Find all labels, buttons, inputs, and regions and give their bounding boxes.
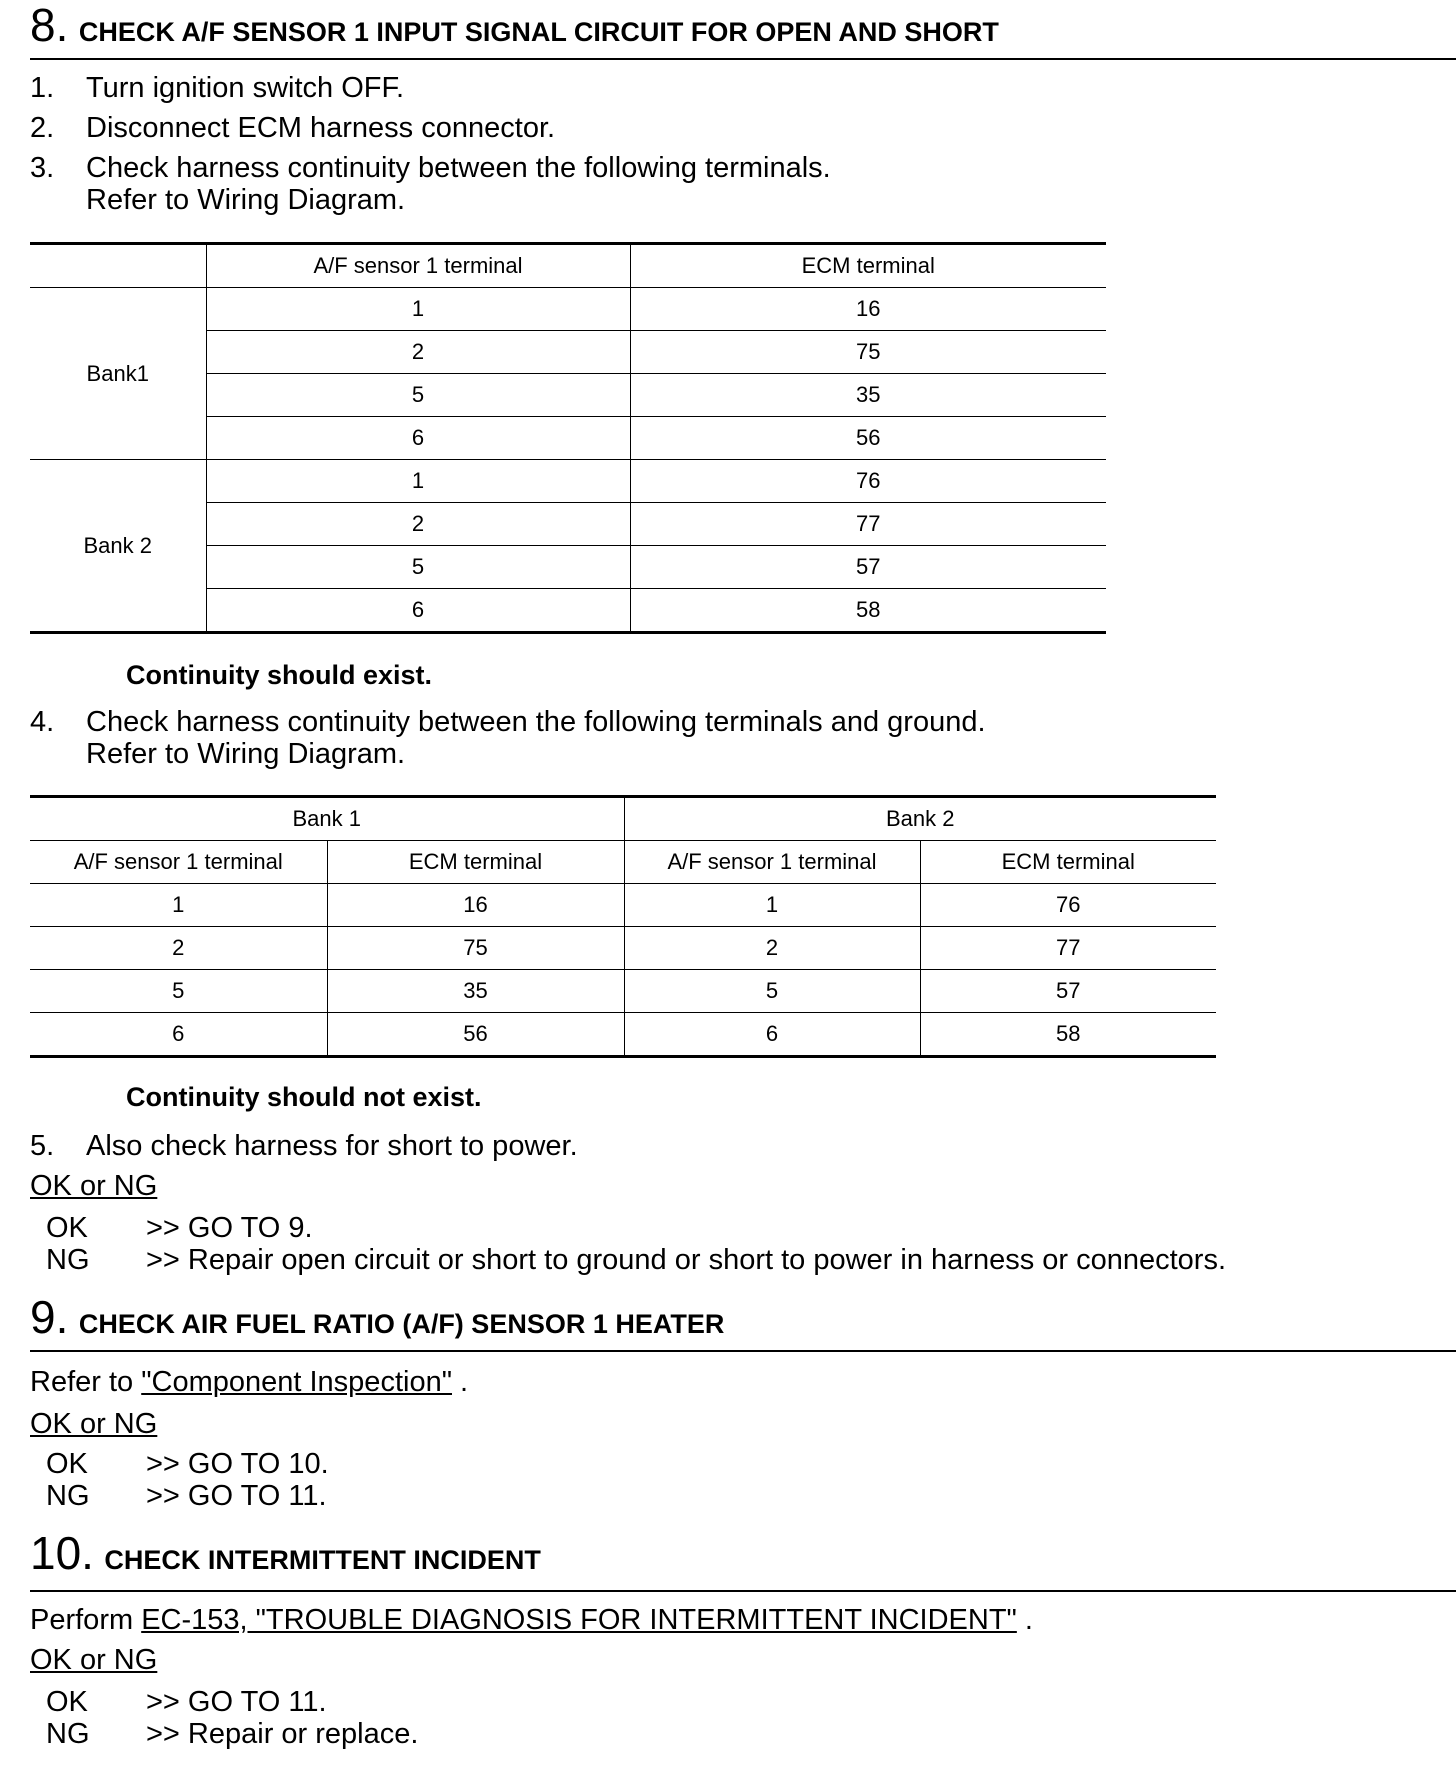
af-terminal-cell: 2 [206, 331, 630, 374]
step-8-title: CHECK A/F SENSOR 1 INPUT SIGNAL CIRCUIT FOR OPEN AND SHORT [78, 17, 999, 47]
component-inspection-link[interactable]: "Component Inspection" [141, 1366, 452, 1398]
table-cell: 2 [624, 927, 920, 970]
ng-result-row [0, 1244, 1456, 1277]
item-text: Check harness continuity between the following terminals and ground. [86, 706, 986, 738]
af-terminal-cell: 1 [206, 288, 630, 331]
item-number: 4. [30, 706, 55, 738]
ok-key: OK [46, 1686, 88, 1718]
af-terminal-cell: 5 [206, 374, 630, 417]
ok-or-ng-label: OK or NG [30, 1408, 158, 1440]
table-row [30, 1013, 1216, 1057]
ecm-terminal-cell: 77 [630, 503, 1106, 546]
table-bank-header-row [30, 797, 1216, 841]
step-9-title: CHECK AIR FUEL RATIO (A/F) SENSOR 1 HEATER [78, 1309, 725, 1339]
item-text: Turn ignition switch OFF. [86, 72, 405, 104]
ecm-terminal-cell: 76 [630, 460, 1106, 503]
ng-key: NG [46, 1718, 90, 1750]
ok-action: >> GO TO 9. [146, 1212, 313, 1244]
ng-result-row [0, 1718, 1456, 1751]
table-header-ecm-terminal: ECM terminal [630, 244, 1106, 288]
step-8-item-4-refer: Refer to Wiring Diagram. [86, 738, 406, 770]
step-8-header [30, 2, 1456, 60]
table-header-ecm-terminal: ECM terminal [327, 841, 624, 884]
step-9-refer [30, 1366, 468, 1399]
bank-label: Bank1 [30, 288, 206, 460]
table-row [30, 884, 1216, 927]
bank-label: Bank 2 [30, 460, 206, 633]
table-row [30, 970, 1216, 1013]
table-cell: 57 [920, 970, 1216, 1013]
table-row [30, 927, 1216, 970]
item-number: 3. [30, 152, 55, 184]
table-header-af-terminal: A/F sensor 1 terminal [206, 244, 630, 288]
terminal-ground-table [30, 795, 1216, 1058]
ok-or-ng-label: OK or NG [30, 1170, 158, 1202]
ecm-terminal-cell: 35 [630, 374, 1106, 417]
item-text: Also check harness for short to power. [86, 1130, 578, 1162]
table-header-blank [30, 244, 206, 288]
table-cell: 5 [624, 970, 920, 1013]
ecm-terminal-cell: 56 [630, 417, 1106, 460]
ng-action: >> Repair or replace. [146, 1718, 419, 1750]
item-number: 1. [30, 72, 55, 104]
step-10-title: CHECK INTERMITTENT INCIDENT [104, 1545, 541, 1575]
table-header-row [30, 841, 1216, 884]
table-cell: 56 [327, 1013, 624, 1057]
ok-or-ng-label: OK or NG [30, 1644, 158, 1676]
perform-suffix: . [1016, 1604, 1033, 1636]
step-8-number: 8. [30, 0, 69, 51]
intermittent-incident-link[interactable]: EC-153, "TROUBLE DIAGNOSIS FOR INTERMITTENT INCIDENT" [141, 1604, 1017, 1636]
ng-result-row [0, 1480, 1456, 1513]
table-row [30, 288, 1106, 331]
ecm-terminal-cell: 75 [630, 331, 1106, 374]
af-terminal-cell: 5 [206, 546, 630, 589]
ecm-terminal-cell: 16 [630, 288, 1106, 331]
table-cell: 75 [327, 927, 624, 970]
table-header-bank-2: Bank 2 [624, 797, 1216, 841]
table-cell: 1 [30, 884, 327, 927]
table-cell: 76 [920, 884, 1216, 927]
step-10-header [30, 1527, 1456, 1592]
af-terminal-cell: 1 [206, 460, 630, 503]
ng-action: >> Repair open circuit or short to ground or short to power in harness or connectors. [146, 1244, 1227, 1276]
af-terminal-cell: 6 [206, 589, 630, 633]
step-9-number: 9. [30, 1291, 69, 1343]
table-header-bank-1: Bank 1 [30, 797, 624, 841]
item-number: 2. [30, 112, 55, 144]
ok-key: OK [46, 1212, 88, 1244]
ok-result-row [0, 1448, 1456, 1481]
table-cell: 77 [920, 927, 1216, 970]
ng-key: NG [46, 1480, 90, 1512]
ng-action: >> GO TO 11. [146, 1480, 327, 1512]
ecm-terminal-cell: 58 [630, 589, 1106, 633]
table-header-af-terminal: A/F sensor 1 terminal [624, 841, 920, 884]
ok-result-row [0, 1686, 1456, 1719]
continuity-note-not-exist: Continuity should not exist. [126, 1082, 482, 1112]
step-9-header [30, 1291, 1456, 1352]
table-cell: 35 [327, 970, 624, 1013]
ok-key: OK [46, 1448, 88, 1480]
af-terminal-cell: 2 [206, 503, 630, 546]
table-header-ecm-terminal: ECM terminal [920, 841, 1216, 884]
table-cell: 1 [624, 884, 920, 927]
item-number: 5. [30, 1130, 55, 1162]
item-text: Disconnect ECM harness connector. [86, 112, 556, 144]
refer-suffix: . [452, 1366, 469, 1398]
table-cell: 2 [30, 927, 327, 970]
table-cell: 6 [624, 1013, 920, 1057]
table-header-row [30, 244, 1106, 288]
step-8-item-3-refer: Refer to Wiring Diagram. [86, 184, 406, 216]
table-row [30, 460, 1106, 503]
ok-action: >> GO TO 10. [146, 1448, 329, 1480]
table-cell: 6 [30, 1013, 327, 1057]
step-10-perform [30, 1604, 1033, 1637]
table-cell: 16 [327, 884, 624, 927]
item-text: Check harness continuity between the following terminals. [86, 152, 831, 184]
ecm-terminal-cell: 57 [630, 546, 1106, 589]
terminal-table-bank [30, 242, 1106, 634]
table-header-af-terminal: A/F sensor 1 terminal [30, 841, 327, 884]
ok-action: >> GO TO 11. [146, 1686, 327, 1718]
ok-result-row [0, 1212, 1456, 1245]
ng-key: NG [46, 1244, 90, 1276]
table-cell: 58 [920, 1013, 1216, 1057]
table-cell: 5 [30, 970, 327, 1013]
step-10-number: 10. [30, 1527, 94, 1579]
af-terminal-cell: 6 [206, 417, 630, 460]
refer-prefix: Refer to [30, 1366, 142, 1398]
continuity-note-exist: Continuity should exist. [126, 660, 433, 690]
perform-prefix: Perform [30, 1604, 142, 1636]
